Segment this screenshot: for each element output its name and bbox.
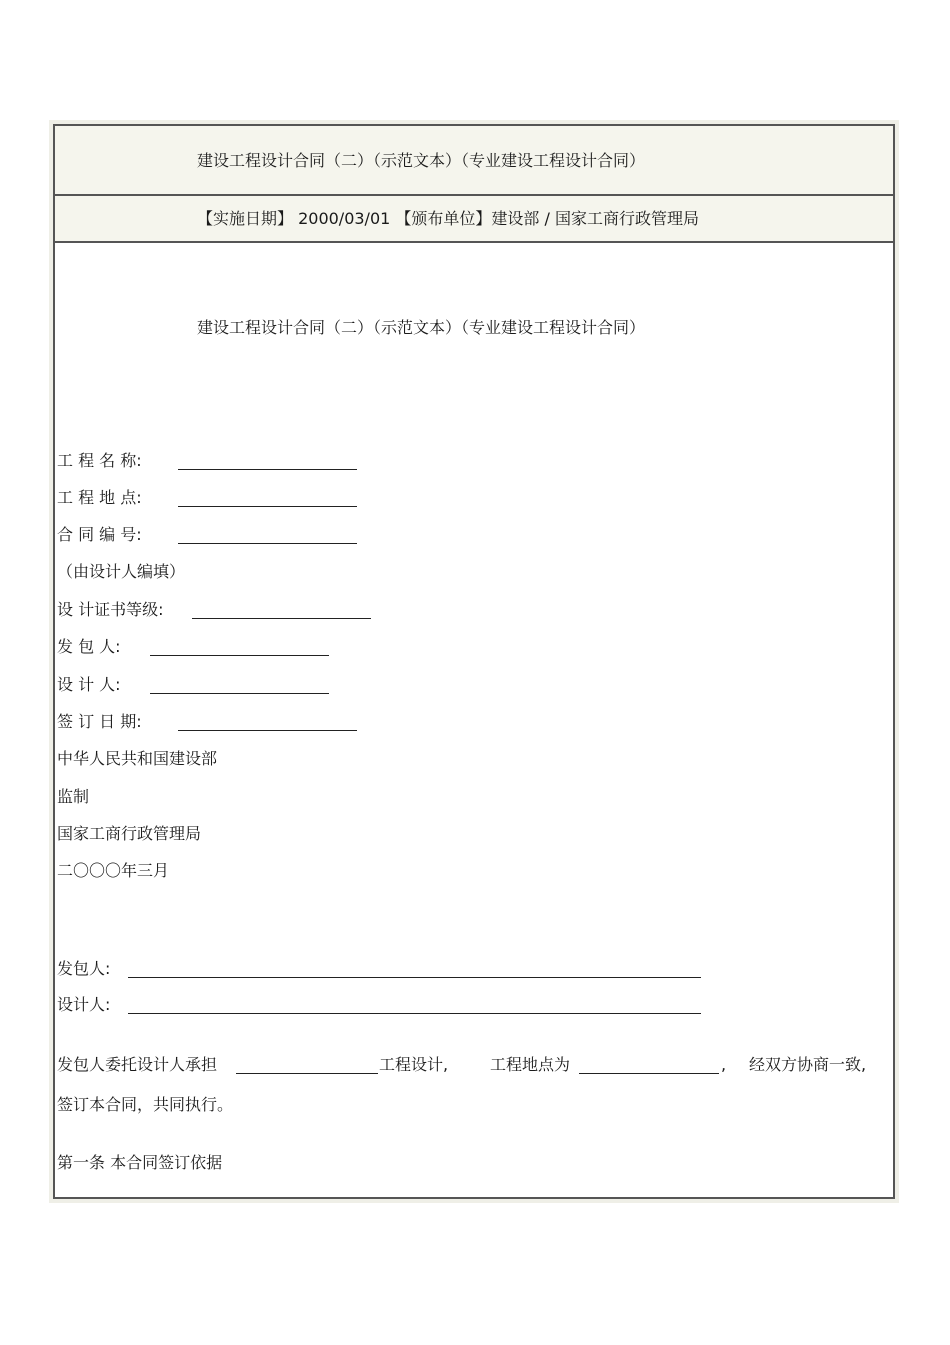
designer-blank[interactable]: [150, 693, 329, 694]
client-blank[interactable]: [150, 655, 329, 656]
project-location-label: 工 程 地 点:: [57, 488, 142, 507]
intro-part2: 工程设计,: [379, 1055, 449, 1074]
sign-date-label: 签 订 日 期:: [57, 712, 142, 731]
party-client-blank[interactable]: [128, 977, 701, 978]
header-title-row: [55, 126, 893, 196]
party-designer-blank[interactable]: [128, 1013, 701, 1014]
issuer-supervise: 监制: [57, 787, 90, 806]
intro-location-blank[interactable]: [579, 1073, 719, 1074]
issuer-administration: 国家工商行政管理局: [57, 824, 202, 843]
document-title: 建设工程设计合同（二）（示范文本）（专业建设工程设计合同）: [197, 318, 646, 337]
client-label: 发 包 人:: [57, 637, 121, 656]
intro-part4: ,: [721, 1055, 727, 1074]
designer-label: 设 计 人:: [57, 675, 121, 694]
intro-project-blank[interactable]: [236, 1073, 378, 1074]
sign-date-blank[interactable]: [178, 730, 357, 731]
issue-date: 二〇〇〇年三月: [57, 861, 170, 880]
project-name-blank[interactable]: [178, 469, 357, 470]
contract-no-blank[interactable]: [178, 543, 357, 544]
intro-part5: 经双方协商一致,: [749, 1055, 867, 1074]
document-container: [49, 120, 899, 1203]
cert-grade-label: 设 计证书等级:: [57, 600, 164, 619]
project-name-label: 工 程 名 称:: [57, 451, 142, 470]
intro-part1: 发包人委托设计人承担: [57, 1055, 218, 1074]
header-meta-row: [55, 196, 893, 243]
cert-grade-blank[interactable]: [192, 618, 371, 619]
header-meta: 【实施日期】 2000/03/01 【颁布单位】建设部 / 国家工商行政管理局: [197, 209, 699, 228]
intro-line2: 签订本合同，共同执行。: [57, 1095, 234, 1114]
party-client-label: 发包人:: [57, 959, 111, 978]
project-location-blank[interactable]: [178, 506, 357, 507]
document-frame: [53, 124, 895, 1199]
intro-part3: 工程地点为: [490, 1055, 571, 1074]
issuer-ministry: 中华人民共和国建设部: [57, 749, 218, 768]
contract-no-label: 合 同 编 号:: [57, 525, 142, 544]
party-designer-label: 设计人:: [57, 995, 111, 1014]
article-1-heading: 第一条 本合同签订依据: [57, 1153, 223, 1172]
header-title: 建设工程设计合同（二）（示范文本）（专业建设工程设计合同）: [197, 151, 646, 170]
contract-no-note: （由设计人编填）: [57, 562, 186, 581]
